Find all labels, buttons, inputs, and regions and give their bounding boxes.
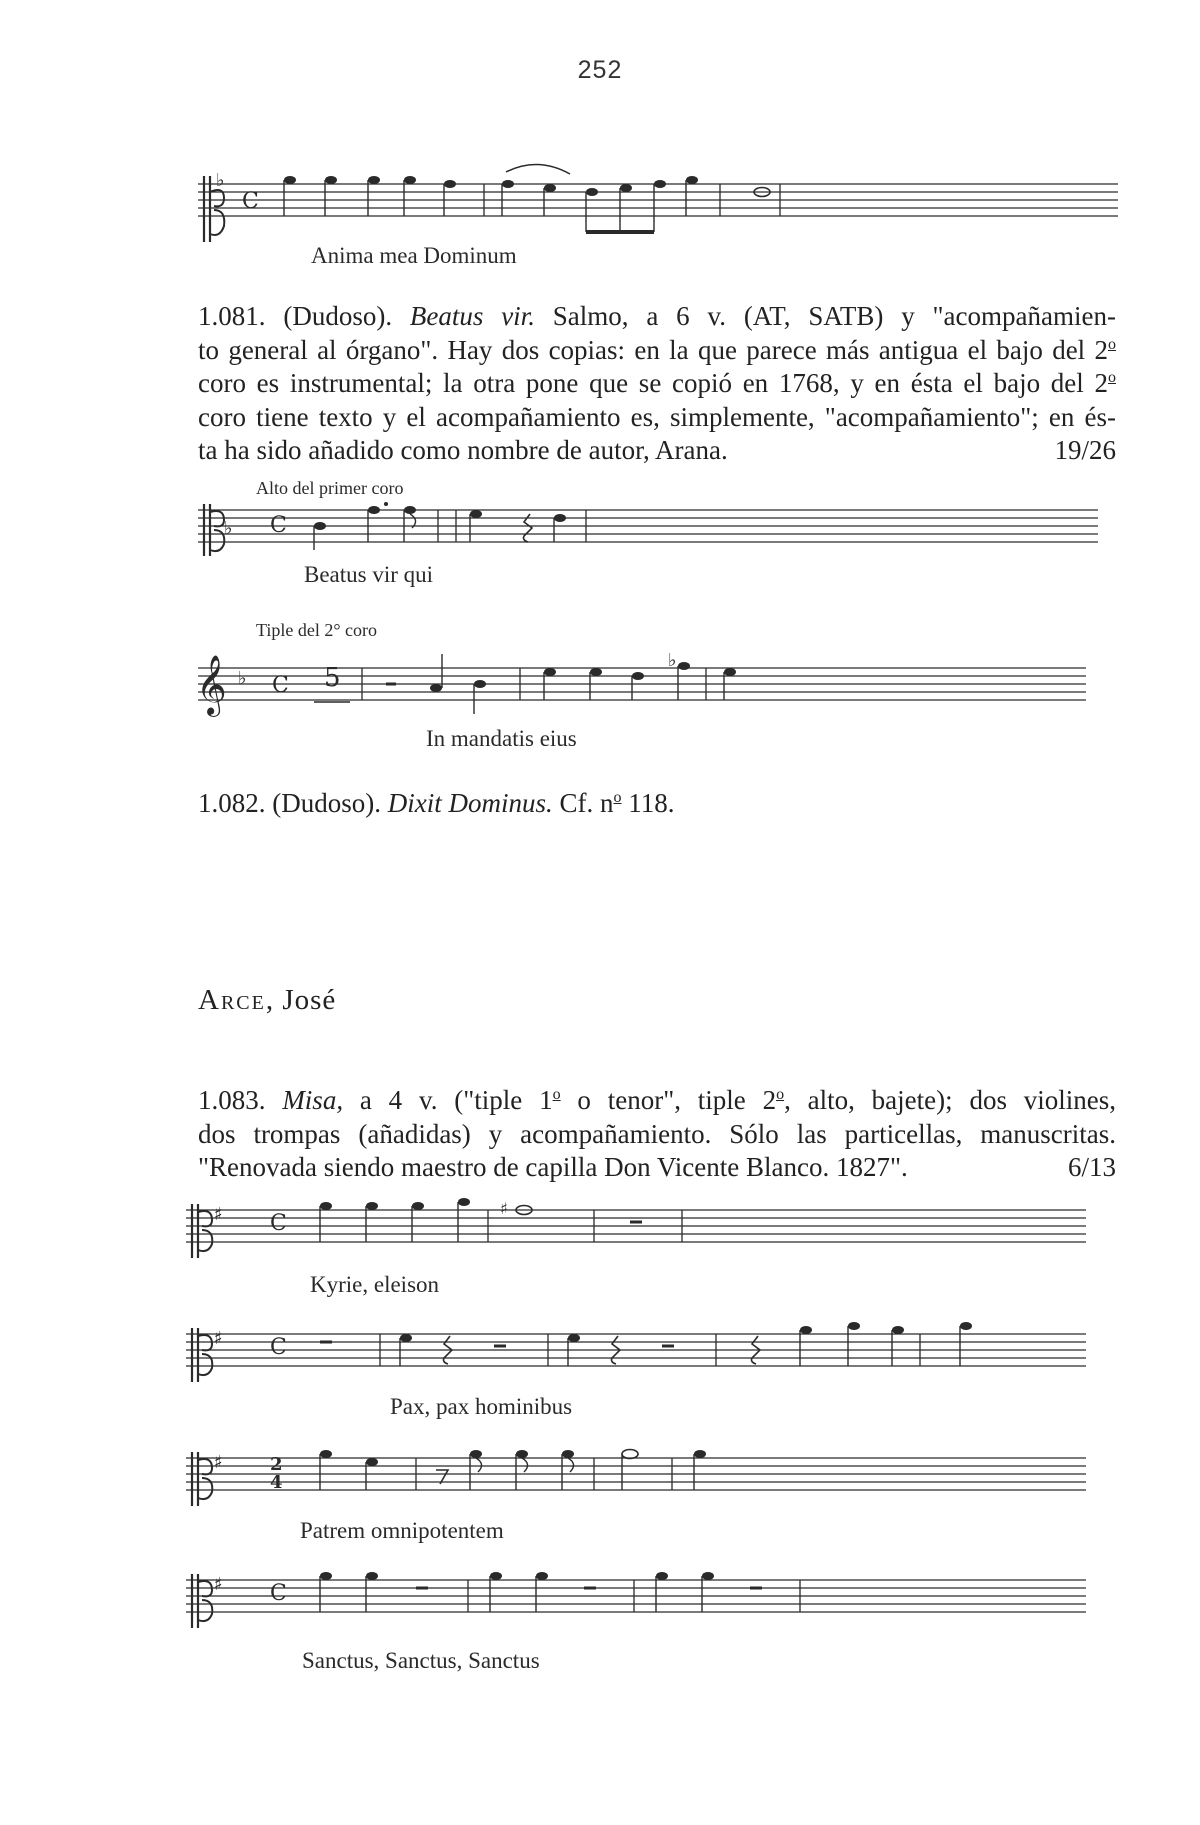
music-incipit-patrem <box>186 1444 1086 1524</box>
entry-1082: 1.082. (Dudoso). Dixit Dominus. Cf. $n^o$ 118. <box>198 788 675 818</box>
svg-text:♯: ♯ <box>214 1452 223 1473</box>
incipit-text-pax: Pax, pax hominibus <box>390 1394 573 1419</box>
svg-text:♯: ♯ <box>214 1328 223 1349</box>
music-incipit-beatus <box>198 490 1098 570</box>
entry-1081-line-3: coro es instrumental; la otra pone que se copió en 1768, y en ésta el bajo del 2$^o$ <box>198 368 1116 398</box>
svg-text:2: 2 <box>270 1454 283 1475</box>
svg-text:♯: ♯ <box>214 1574 223 1595</box>
svg-text:♭: ♭ <box>238 668 247 689</box>
incipit-text-in-mandatis: In mandatis eius <box>426 726 577 751</box>
entry-1083-line-2: dos trompas (añadidas) y acompañamiento. Sólo las particellas, manuscritas. <box>198 1118 1116 1149</box>
entry-1081-line-2: to general al órgano". Hay dos copias: en la que parece más antigua el bajo del 2$^o$ <box>198 334 1116 365</box>
svg-text:♭: ♭ <box>668 650 677 671</box>
entry-1083-ref: 6/13 <box>1067 1152 1116 1182</box>
entry-1083 <box>198 1084 1116 1185</box>
entry-1083-line-1: 1.083. Misa, a 4 v. ("tiple 1$^o$ o tenor", tiple 2$^o$, alto, bajete); dos violines, <box>198 1085 1117 1115</box>
incipit-text-beatus: Beatus vir qui <box>304 562 434 587</box>
music-incipit-anima <box>198 150 1118 250</box>
entry-1083-line-3: "Renovada siendo maestro de capilla Don Vicente Blanco. 1827". 6/13 <box>198 1151 1116 1185</box>
svg-text:♭: ♭ <box>216 170 225 191</box>
music-incipit-in-mandatis <box>198 640 1098 730</box>
composer-heading: Arce, José <box>198 984 337 1016</box>
incipit-text-sanctus: Sanctus, Sanctus, Sanctus <box>302 1648 540 1673</box>
incipit-text-anima: Anima mea Dominum <box>311 243 517 268</box>
entry-1081-line-1: 1.081. (Dudoso). Beatus vir. Salmo, a 6 v. (AT, SATB) y "acompañamien- <box>198 301 1116 331</box>
svg-text:C: C <box>272 673 289 698</box>
music-incipit-sanctus <box>186 1566 1086 1646</box>
common-time-symbol: C <box>242 189 259 214</box>
svg-text:♭: ♭ <box>224 518 233 539</box>
voice-label-tiple: Tiple del 2° coro <box>256 620 378 640</box>
entry-1081-ref: 19/26 <box>1054 435 1116 465</box>
svg-text:♯: ♯ <box>500 1199 508 1218</box>
page-number: 252 <box>577 56 623 84</box>
entry-1081 <box>198 300 1116 468</box>
music-incipit-kyrie <box>186 1196 1086 1276</box>
incipit-text-kyrie: Kyrie, eleison <box>310 1272 440 1297</box>
voice-label-alto: Alto del primer coro <box>256 478 404 498</box>
music-incipit-pax <box>186 1320 1086 1400</box>
svg-text:5: 5 <box>324 663 341 693</box>
svg-text:C: C <box>270 513 287 538</box>
entry-1081-line-5: ta ha sido añadido como nombre de autor, Arana. 19/26 <box>198 434 1116 468</box>
svg-text:C: C <box>270 1581 287 1606</box>
svg-text:C: C <box>270 1211 287 1236</box>
svg-text:𝄞: 𝄞 <box>196 655 227 715</box>
svg-text:C: C <box>270 1335 287 1360</box>
incipit-text-patrem: Patrem omnipotentem <box>300 1518 504 1543</box>
entry-1081-line-4: coro tiene texto y el acompañamiento es, simplemente, "acompañamiento"; en és- <box>198 401 1116 432</box>
svg-text:♯: ♯ <box>214 1204 223 1225</box>
svg-text:4: 4 <box>270 1472 283 1493</box>
